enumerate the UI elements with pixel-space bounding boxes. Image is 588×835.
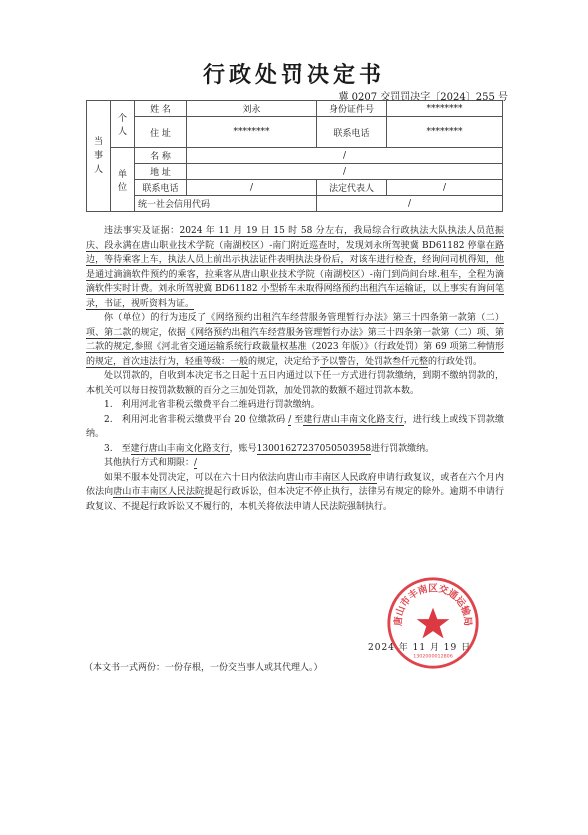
method3-text-a: 3. 至	[104, 443, 131, 454]
payment-method-1: 1. 利用河北省非税云缴费平台二维码进行罚款缴纳。	[104, 400, 320, 410]
violation-ref: 《网络预约出租汽车经营服务管理暂行办法》第三十四条第一款第（二）项、第二款	[86, 313, 504, 338]
individual-label: 个人	[111, 101, 135, 148]
method3-text-b: ，账号	[229, 443, 257, 454]
decision-intro: 的规定，决定给予	[248, 356, 321, 367]
name-label: 姓 名	[135, 101, 187, 117]
payment-method-2	[86, 413, 504, 442]
payment-paragraph: 处以罚款的，自收到本决定书之日起十五日内通过以下任一方式进行罚款缴纳，到期不缴纳罚款的，本机关可以每日按罚款数额的百分之三加处罚款，加处罚款的数额不超过罚款本数。	[86, 371, 504, 396]
payment-method-3	[86, 442, 504, 457]
appeal-text-b: 申请行政复议，或者在六个月内依法向	[86, 472, 504, 497]
seal-number: 1302000012806	[413, 654, 453, 660]
method2-text-b: 至	[294, 414, 304, 425]
unit-phone-label: 联系电话	[135, 180, 187, 196]
method3-text-c: 进行罚款缴纳。	[371, 443, 435, 454]
other-label: 其他执行方式和期限：	[104, 458, 195, 468]
official-seal	[385, 575, 481, 671]
credit-code-label: 统一社会信用代码	[135, 196, 317, 212]
id-value: ********	[387, 101, 503, 117]
legal-rep-value: /	[387, 180, 503, 196]
method2-bank: 建行唐山丰南文化路支行	[303, 414, 404, 425]
violation-paragraph	[86, 311, 504, 369]
appeal-government: 唐山市丰南区人民政府	[285, 472, 377, 483]
phone-label: 联系电话	[317, 117, 387, 148]
decision-tail: 的行政处罚。	[428, 356, 483, 367]
appeal-text-a: 如果不服本处罚决定，可以在六十日内依法向	[104, 472, 286, 483]
id-label: 身份证件号	[317, 101, 387, 117]
appeal-text-c: 提起行政诉讼，但本决定不停止执行，法律另有规定的除外。逾期不申请行政复议、不提起行政诉讼又不履行的，本机关将依法申请人民法院强制执行。	[86, 487, 504, 512]
document-number: 冀 0207 交罚罚决字〔2024〕255 号	[338, 92, 508, 103]
method2-text-a: 2. 利用河北省非税云缴费平台 20 位缴款码	[104, 414, 286, 425]
legal-rep-label: 法定代表人	[317, 180, 387, 196]
phone-value: ********	[387, 117, 503, 148]
facts-paragraph	[86, 224, 504, 311]
unit-name-label: 名 称	[135, 148, 187, 164]
rule-intro: 的规定，依据	[131, 327, 186, 338]
party-label: 当事人	[87, 101, 111, 212]
document-title: 行政处罚决定书	[202, 62, 385, 88]
decision-value: 予以警告，处罚款叁仟元整	[320, 356, 429, 367]
copy-note: （本文书一式两份：一份存根，一份交当事人或其代理人。）	[84, 663, 323, 673]
unit-address-value: /	[187, 164, 503, 180]
name-value: 刘永	[187, 101, 317, 117]
issue-date: 2024 年 11 月 19 日	[368, 643, 472, 653]
other-value: /	[194, 458, 198, 468]
address-label: 住 址	[135, 117, 187, 148]
method3-account: 13001627237050503958	[256, 443, 372, 454]
appeal-court: 唐山市丰南区人民法院	[113, 487, 205, 497]
party-info-table	[86, 100, 503, 212]
unit-name-value: /	[187, 148, 503, 164]
facts-text: 2024 年 11 月 19 日 15 时 58 分左右，我局综合行政执法大队执法人员范振庆、段永满在唐山职业技术学院（南湖校区）-南门附近巡查时，发现刘永所驾驶冀 BD61182 停靠在路边，等待乘客上车，执法人员上前出示执法证件表明执法身份后，对该车进行检查，经询问司机得知，他是通过滴滴软件预约的乘客，拉乘客从唐山职业技术学院（南湖校区）-南门到尚间台球.租车，全程为滴滴软件实时计费。刘永所驾驶冀 BD61182 小型轿车未取得网络预约出租汽车运输证，以上事实有询问笔录，书证，视听资料为证。	[86, 226, 504, 309]
rule-ref: 《网络预约出租汽车经营服务管理暂行办法》第三十四条第一款第（二）项、第二款的规定,参照《河北省交通运输系统行政裁量权基准（2023 年版）》（行政处罚）第 69 项第二种情形的规定，首次违法行为，轻重等级：一般	[86, 327, 504, 367]
other-method-line	[86, 456, 504, 471]
method2-text-c: ，进行线上或线下罚款缴纳。	[86, 414, 504, 439]
document-body	[86, 224, 504, 514]
star-icon	[417, 608, 450, 639]
appeal-paragraph	[86, 471, 504, 515]
unit-label: 单位	[111, 148, 135, 212]
facts-label: 违法事实及证据：	[104, 226, 180, 236]
method2-code: /	[288, 414, 292, 425]
unit-address-label: 地 址	[135, 164, 187, 180]
seal-text: 唐山市丰南区交通运输局	[393, 583, 473, 627]
address-value: ********	[187, 117, 317, 148]
credit-code-value: /	[317, 196, 503, 212]
violation-intro: 你（单位）的行为违反了	[104, 313, 207, 323]
unit-phone-value: /	[187, 180, 317, 196]
method3-bank: 建行唐山丰南文化路支行	[130, 443, 230, 454]
